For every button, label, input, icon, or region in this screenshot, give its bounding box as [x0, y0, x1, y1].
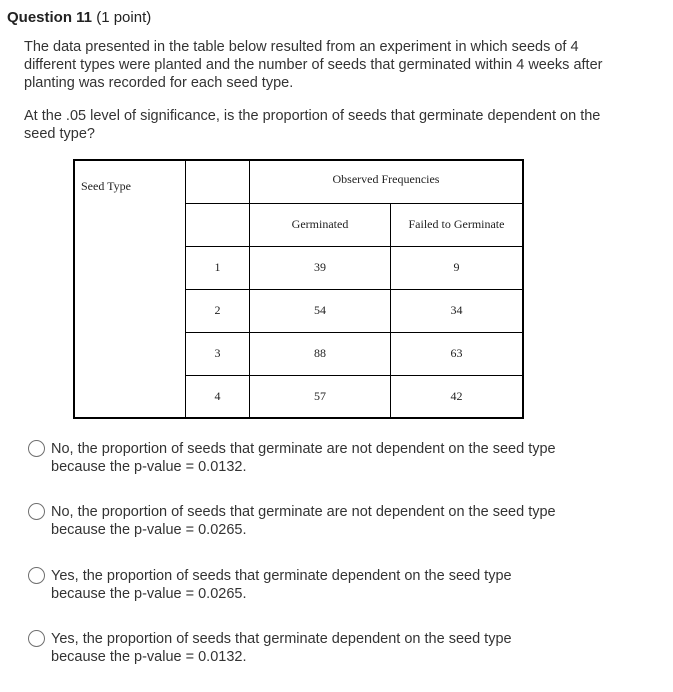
radio-button[interactable]: [28, 440, 45, 457]
seed-number-cell: 1: [186, 246, 250, 289]
question-title: Question 11: [7, 9, 93, 26]
germinated-header: Germinated: [250, 203, 391, 246]
seed-number-cell: 2: [186, 289, 250, 332]
radio-button[interactable]: [28, 567, 45, 584]
option-label[interactable]: No, the proportion of seeds that germinate are not dependent on the seed type because the p-value = 0.0132.: [51, 441, 556, 475]
seed-number-cell: 3: [186, 332, 250, 375]
option-label[interactable]: Yes, the proportion of seeds that germinate dependent on the seed type because the p-value = 0.0132.: [51, 631, 512, 665]
table-header-row: [74, 160, 523, 203]
observed-frequencies-table: [73, 159, 524, 419]
answer-option-4[interactable]: [28, 630, 648, 670]
answer-option-1[interactable]: [28, 440, 648, 480]
failed-cell: 34: [391, 289, 524, 332]
answer-option-2[interactable]: [28, 503, 648, 543]
germinated-cell: 88: [250, 332, 391, 375]
table-cell-empty: [186, 160, 250, 203]
observed-frequencies-header: Observed Frequencies: [250, 160, 524, 203]
radio-button[interactable]: [28, 503, 45, 520]
failed-cell: 42: [391, 375, 524, 418]
answer-option-3[interactable]: [28, 567, 648, 607]
question-header: [7, 9, 151, 26]
seed-number-cell: 4: [186, 375, 250, 418]
germinated-cell: 39: [250, 246, 391, 289]
prompt-paragraph-1: The data presented in the table below resulted from an experiment in which seeds of 4 different types were planted and the number of seeds that germinated within 4 weeks after planting was recorded for each seed type.: [24, 39, 603, 91]
failed-cell: 63: [391, 332, 524, 375]
prompt-paragraph-2: At the .05 level of significance, is the proportion of seeds that germinate dependent on the seed type?: [24, 108, 601, 142]
radio-button[interactable]: [28, 630, 45, 647]
failed-cell: 9: [391, 246, 524, 289]
option-label[interactable]: Yes, the proportion of seeds that germinate dependent on the seed type because the p-value = 0.0265.: [51, 568, 512, 602]
question-points: (1 point): [96, 9, 152, 26]
table-cell-empty: [186, 203, 250, 246]
seed-type-header: Seed Type: [74, 160, 186, 418]
germinated-cell: 57: [250, 375, 391, 418]
germinated-cell: 54: [250, 289, 391, 332]
option-label[interactable]: No, the proportion of seeds that germinate are not dependent on the seed type because the p-value = 0.0265.: [51, 504, 556, 538]
failed-to-germinate-header: Failed to Germinate: [391, 203, 524, 246]
